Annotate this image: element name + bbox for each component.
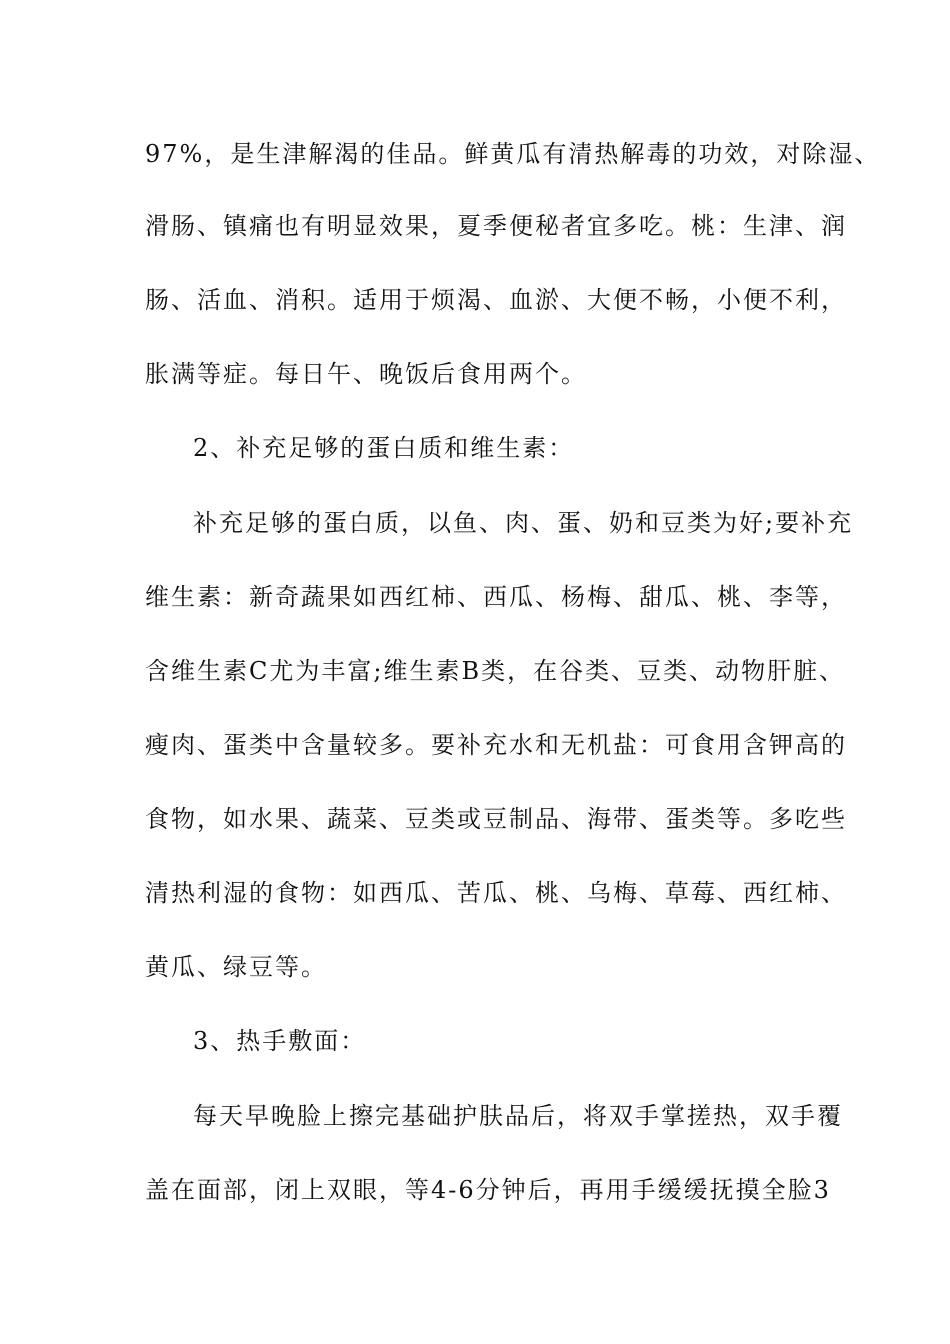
paragraph-line: 黄瓜、绿豆等。 bbox=[145, 953, 327, 981]
section-heading: 3、热手敷面： bbox=[193, 1027, 367, 1055]
paragraph-line: 维生素：新奇蔬果如西红柿、西瓜、杨梅、甜瓜、桃、李等， bbox=[145, 583, 847, 611]
paragraph-line: 补充足够的蛋白质，以鱼、肉、蛋、奶和豆类为好;要补充 bbox=[193, 509, 854, 537]
paragraph-line: 食物，如水果、蔬菜、豆类或豆制品、海带、蛋类等。多吃些 bbox=[145, 805, 847, 833]
paragraph-line: 每天早晚脸上擦完基础护肤品后，将双手掌搓热，双手覆 bbox=[193, 1102, 843, 1130]
paragraph-line: 瘦肉、蛋类中含量较多。要补充水和无机盐：可食用含钾高的 bbox=[145, 731, 847, 759]
paragraph-line: 盖在面部，闭上双眼，等4-6分钟后，再用手缓缓抚摸全脸3 bbox=[145, 1176, 831, 1204]
paragraph-line: 清热利湿的食物：如西瓜、苦瓜、桃、乌梅、草莓、西红柿、 bbox=[145, 879, 847, 907]
section-heading: 2、补充足够的蛋白质和维生素： bbox=[193, 434, 575, 462]
paragraph-line: 97%，是生津解渴的佳品。鲜黄瓜有清热解毒的功效，对除湿、 bbox=[145, 140, 881, 168]
paragraph-line: 含维生素C尤为丰富;维生素B类，在谷类、豆类、动物肝脏、 bbox=[145, 657, 846, 685]
paragraph-line: 胀满等症。每日午、晚饭后食用两个。 bbox=[145, 360, 587, 388]
paragraph-line: 滑肠、镇痛也有明显效果，夏季便秘者宜多吃。桃：生津、润 bbox=[145, 212, 847, 240]
paragraph-line: 肠、活血、消积。适用于烦渴、血淤、大便不畅，小便不利， bbox=[145, 286, 847, 314]
